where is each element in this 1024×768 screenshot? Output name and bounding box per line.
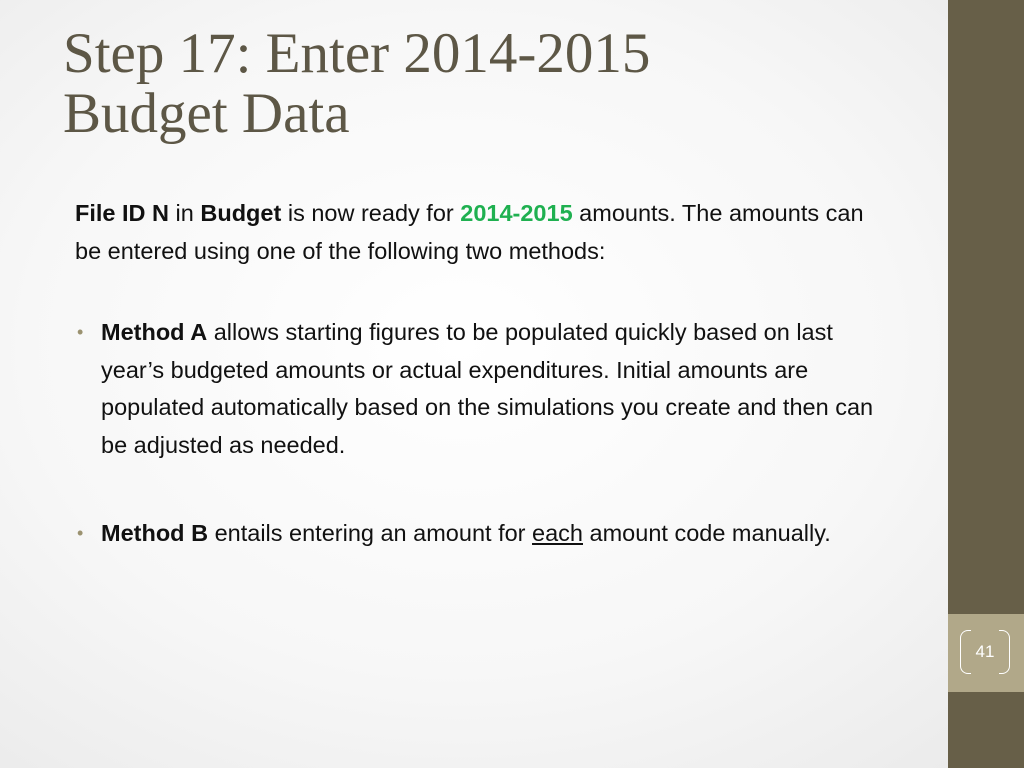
bullet-icon: • [77,322,84,342]
method-b-label: Method B [101,520,209,546]
page-number: 41 [975,642,995,661]
page-number-frame [960,630,1010,674]
title-line-2: Budget Data [63,82,350,145]
ready-text: is now ready for [281,200,461,226]
methods-list [75,314,895,553]
list-item-method-b [75,515,895,553]
list-item-method-a [75,314,895,464]
bullet-icon: • [77,523,84,543]
slide-content [75,195,895,604]
slide-title [63,24,923,144]
method-a-text: allows starting figures to be populated quickly based on last year’s budgeted amounts or actual expenditures. Initial amounts are populated automatically based on the simulations you create and then can be adjusted as needed. [101,319,874,458]
title-line-1: Step 17: Enter 2014-2015 [63,22,651,85]
method-a-label: Method A [101,319,208,345]
intro-paragraph [75,195,895,270]
file-id-text: File ID N [75,200,170,226]
budget-text: Budget [200,200,282,226]
year-highlight: 2014-2015 [460,200,573,226]
method-b-text-before: entails entering an amount for [208,520,533,546]
intro-rest-text: amounts. The amounts can be entered using one of the following two methods: [75,200,864,264]
in-word: in [169,200,201,226]
page-number-box [948,614,1024,692]
method-b-emphasis: each [532,520,583,546]
method-b-text-after: amount code manually. [583,520,831,546]
